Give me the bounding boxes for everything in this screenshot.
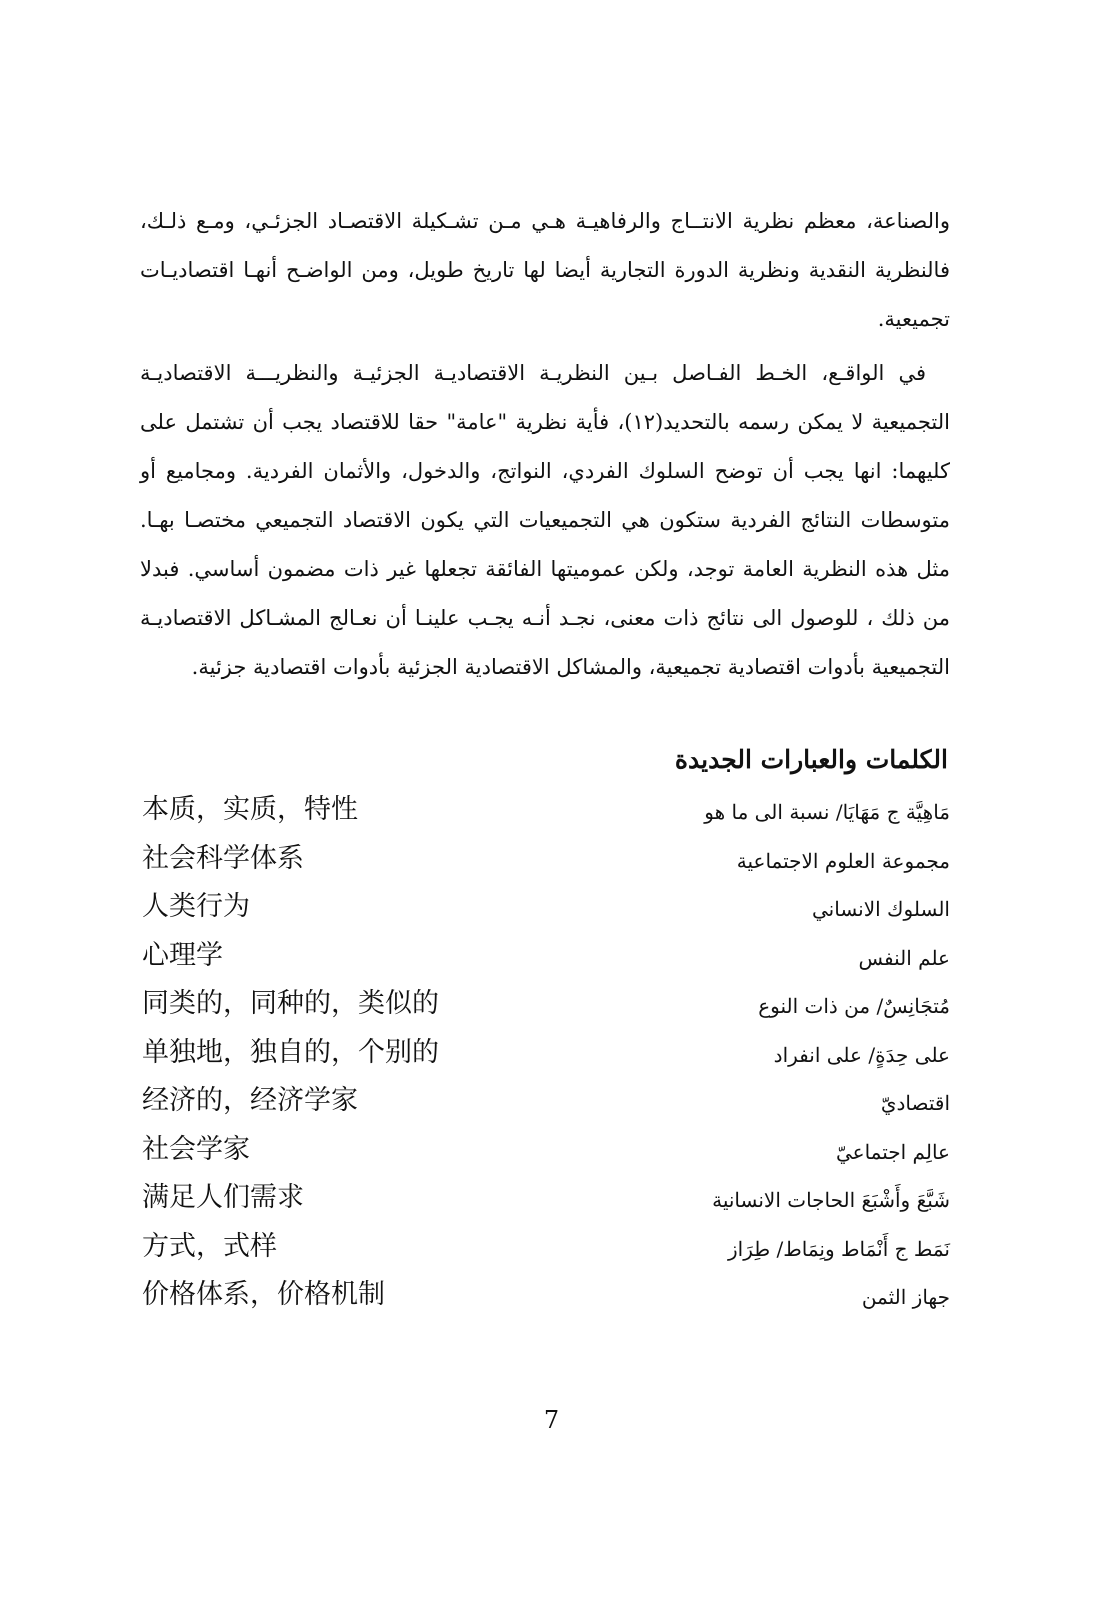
- vocabulary-chinese: 本质，实质，特性: [142, 794, 358, 825]
- vocabulary-chinese: 满足人们需求: [142, 1182, 304, 1213]
- vocabulary-chinese: 心理学: [142, 939, 223, 971]
- page-number: 7: [543, 1406, 560, 1434]
- vocabulary-row: [140, 1275, 950, 1324]
- vocabulary-row: [140, 1033, 950, 1082]
- vocabulary-arabic: نَمَط ج أَنْمَاط ونِمَاط/ طِرَاز: [727, 1236, 950, 1261]
- vocabulary-chinese: 社会科学体系: [142, 842, 304, 874]
- vocabulary-row: [140, 887, 950, 936]
- vocabulary-chinese: 人类行为: [142, 891, 250, 922]
- vocabulary-chinese: 方式，式样: [142, 1230, 277, 1262]
- vocabulary-heading: الكلمات والعبارات الجديدة: [674, 745, 948, 774]
- vocabulary-row: [140, 1130, 950, 1179]
- vocabulary-arabic: مُتجَانِسٌ/ من ذات النوع: [758, 994, 950, 1018]
- paragraph-2-text: في الواقـع، الخـط الفـاصل بـين النظريـة الاقتصاديـة الجزئيـة والنظريـــة الاقتصاديـة التجميعية لا يمكن رسمه بالتحديد(١٢)، فأية نظرية "عامة" حقا للاقتصاد يجب أن تشتمل على كليهما: انها يجب أن توضح السلوك الفردي، النواتج، والدخول، والأثمان الفردية. ومجاميع أو متوسطات النتائج الفردية ستكون هي التجميعيات التي يكون الاقتصاد التجميعي مختصـا بهـا. مثل هذه النظرية العامة توجد، ولكن عموميتها الفائقة تجعلها غير ذات مضمون أساسي. فبدلا من ذلك ، للوصول الى نتائج ذات معنى، نجـد أنـه يجـب علينـا أن نعـالج المشـاكل الاقتصاديـة التجميعية بأدوات اقتصادية تجميعية، والمشاكل الاقتصادية الجزئية بأدوات اقتصادية جزئية.: [140, 361, 950, 679]
- vocabulary-chinese: 社会学家: [142, 1133, 250, 1165]
- vocabulary-arabic: عالِم اجتماعيّ: [835, 1139, 950, 1164]
- vocabulary-chinese: 同类的，同种的，类似的: [142, 988, 439, 1019]
- vocabulary-chinese: 价格体系，价格机制: [142, 1279, 385, 1310]
- vocabulary-chinese: 单独地，独自的，个别的: [142, 1036, 439, 1068]
- vocabulary-row: [140, 839, 950, 888]
- vocabulary-row: [140, 1178, 950, 1227]
- vocabulary-row: [140, 1227, 950, 1276]
- vocabulary-row: [140, 936, 950, 985]
- vocabulary-row: [140, 790, 950, 839]
- vocabulary-chinese: 经济的，经济学家: [142, 1085, 358, 1116]
- vocabulary-arabic: مَاهِيَّة ج مَهَايَا/ نسبة الى ما هو: [704, 800, 950, 824]
- vocabulary-arabic: علم النفس: [858, 945, 950, 970]
- vocabulary-row: [140, 1081, 950, 1130]
- vocabulary-arabic: اقتصاديّ: [880, 1091, 950, 1115]
- vocabulary-arabic: السلوك الانساني: [812, 897, 950, 921]
- paragraph-1-text: والصناعة، معظم نظرية الانتــاج والرفاهيـة هـي مـن تشـكيلة الاقتصـاد الجزئـي، ومـع ذلـك، فالنظرية النقدية ونظرية الدورة التجارية أيضا لها تاريخ طويل، ومن الواضـح أنهـا اقتصاديـات تجميعية.: [140, 209, 950, 331]
- vocabulary-arabic: جهاز الثمن: [861, 1285, 950, 1309]
- vocabulary-arabic: على حِدَةٍ/ على انفراد: [773, 1042, 950, 1067]
- paragraph-1: [140, 197, 950, 344]
- vocabulary-arabic: شَبَّعَ وأَشْبَعَ الحاجات الانسانية: [712, 1188, 950, 1212]
- vocabulary-list: [140, 790, 950, 1324]
- vocabulary-row: [140, 984, 950, 1033]
- vocabulary-arabic: مجموعة العلوم الاجتماعية: [736, 848, 950, 873]
- paragraph-2: [140, 349, 950, 692]
